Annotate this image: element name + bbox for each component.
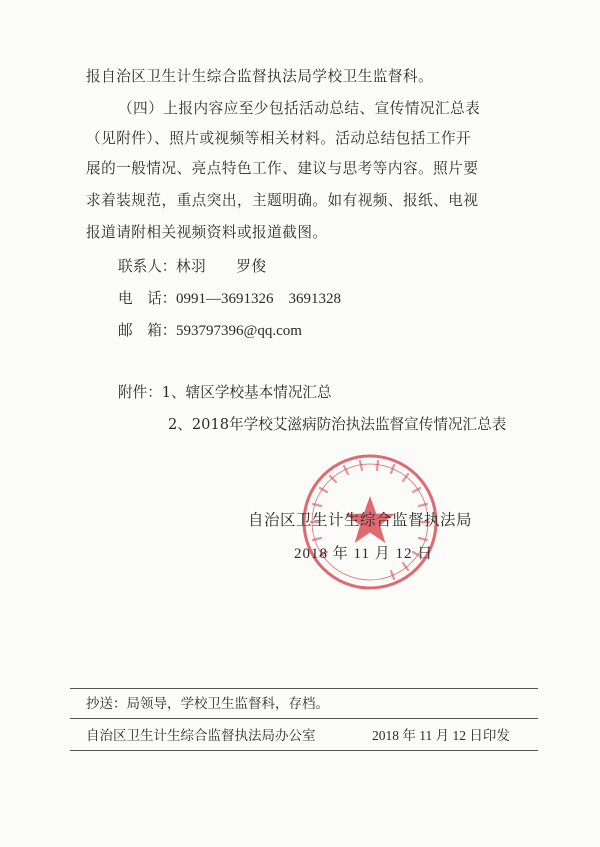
issuer-name: 自治区卫生计生综合监督执法局 <box>248 511 473 529</box>
footer-printed-date: 2018 年 11 月 12 日印发 <box>372 728 510 743</box>
contact-phone <box>118 288 548 310</box>
contact-email <box>118 320 548 342</box>
body-line-3: （见附件）、照片或视频等相关材料。活动总结包括工作开 <box>86 130 472 147</box>
attachment-item-2: 2、2018年学校艾滋病防治执法监督宣传情况汇总表 <box>168 416 507 433</box>
contact-phone-label: 电 话： <box>118 290 177 307</box>
contact-person-value: 林羽 罗俊 <box>176 258 267 275</box>
footer-cc: 抄送：局领导，学校卫生监督科，存档。 <box>86 696 329 712</box>
contact-person-label: 联系人： <box>118 258 177 275</box>
contact-email-value: 593797396@qq.com <box>176 323 302 339</box>
attachments-row-1 <box>118 382 332 404</box>
footer-rule-middle <box>70 718 538 719</box>
body-line-1: 报自治区卫生计生综合监督执法局学校卫生监督科。 <box>86 68 434 85</box>
contact-phone-value: 0991—3691326 3691328 <box>176 291 342 307</box>
issue-date: 2018 年 11 月 12 日 <box>294 546 434 562</box>
contact-person <box>118 256 548 278</box>
contact-email-label: 邮 箱： <box>118 322 177 339</box>
body-line-5: 求着装规范，重点突出，主题明确。如有视频、报纸、电视 <box>86 192 479 209</box>
body-line-6: 报道请附相关视频资料或报道截图。 <box>86 224 328 241</box>
attachment-item-1: 1、辖区学校基本情况汇总 <box>161 384 332 401</box>
footer-rule-top <box>70 688 538 689</box>
body-line-4: 展的一般情况、亮点特色工作、建议与思考等内容。照片要 <box>86 160 479 177</box>
attachments-label: 附件： <box>118 384 162 401</box>
footer-office: 自治区卫生计生综合监督执法局办公室 <box>86 728 316 744</box>
footer-rule-bottom <box>70 750 538 751</box>
body-line-2: （四）上报内容应至少包括活动总结、宣传情况汇总表 <box>118 100 481 117</box>
